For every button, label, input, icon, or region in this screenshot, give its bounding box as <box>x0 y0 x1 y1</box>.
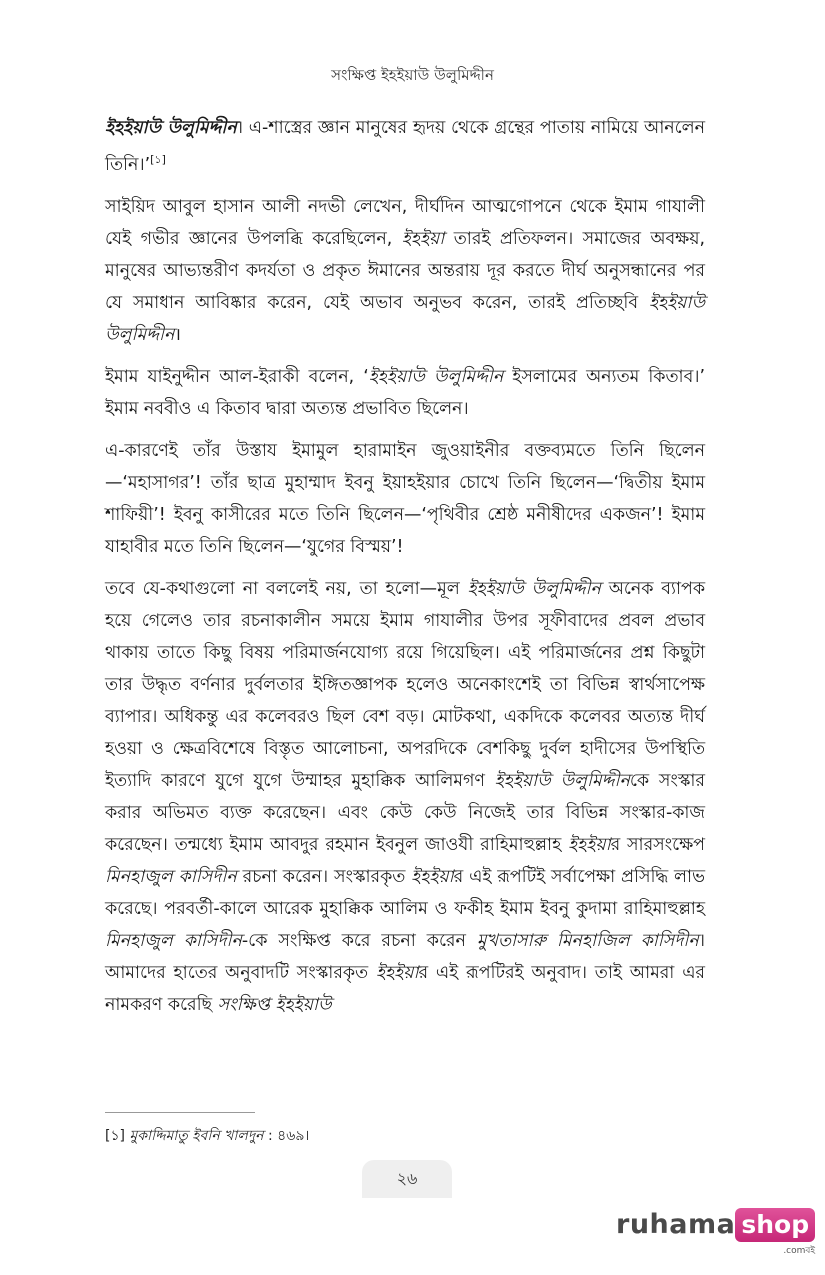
paragraph-3 <box>105 361 705 425</box>
body-text <box>105 112 705 1031</box>
page-number: ২৬ <box>362 1160 452 1198</box>
paragraph-5 <box>105 573 705 1021</box>
book-title: ইহইয়াউ উলুমিদ্দীন <box>368 366 504 387</box>
text-run: ইমাম যাইনুদ্দীন আল-ইরাকী বলেন, ‘ <box>105 366 369 387</box>
logo-right <box>735 1208 815 1258</box>
text-run: এ-কারণেই তাঁর উস্তায ইমামুল হারামাইন জুওয়াইনীর বক্তব্যমতে তিনি ছিলেন—‘মহাসাগর’! তাঁর ছাত্র মুহাম্মাদ ইবনু ইয়াহইয়ার চোখে তিনি ছিলেন—‘দ্বিতীয় ইমাম শাফিয়ী’! ইবনু কাসীরের মতে তিনি ছিলেন—‘পৃথিবীর শ্রেষ্ঠ মনীষীদের একজন’! ইমাম যাহাবীর মতে তিনি ছিলেন—‘যুগের বিস্ময়’! <box>105 440 705 557</box>
paragraph-4 <box>105 435 705 563</box>
text-run: সাইয়িদ আবুল হাসান আলী নদভী লেখেন, দীর্ঘদিন আত্মগোপনে থেকে ইমাম গাযালী যেই গভীর জ্ঞানের উপলব্ধি করেছিলেন, <box>105 196 705 249</box>
book-title: মুখতাসারু মিনহাজিল কাসিদীন <box>476 930 699 951</box>
text-run: । আমাদের হাতের অনুবাদটি সংস্কারকৃত <box>105 930 705 983</box>
book-title: ইহইয়াউ উলুমিদ্দীন <box>105 292 705 345</box>
running-title: সংক্ষিপ্ত ইহইয়াউ উলুমিদ্দীন <box>331 66 494 84</box>
book-title: ইহইয়া <box>401 228 445 249</box>
logo-text-right: shop <box>735 1208 815 1242</box>
footnote-source: মুকাদ্দিমাতু ইবনি খালদুন <box>129 1128 264 1144</box>
text-run: কে সংস্কার করার অভিমত ব্যক্ত করেছেন। এবং কেউ কেউ নিজেই তার বিভিন্ন সংস্কার-কাজ করেছেন। তন্মধ্যে ইমাম আবদুর রহমান ইবনুল জাওযী রাহিমাহুল্লাহ <box>105 770 705 855</box>
book-title: ইহইয়া <box>411 866 454 887</box>
footnote-marker: [১] <box>105 1128 126 1144</box>
text-run: রচনা করেন। সংস্কারকৃত <box>236 866 412 887</box>
text-run: -কে সংক্ষিপ্ত করে রচনা করেন <box>241 930 477 951</box>
text-run: তবে যে-কথাগুলো না বললেই নয়, তা হলো—মূল <box>105 578 468 599</box>
book-title: ইহইয়াউ উলুমিদ্দীন <box>467 578 601 599</box>
footnote-reference[interactable]: [১] <box>150 153 166 166</box>
paragraph-2 <box>105 191 705 351</box>
book-title: ইহইয়াউ উলুমিদ্দীন <box>105 118 237 138</box>
ruhamashop-logo <box>616 1208 815 1258</box>
text-run: র সারসংক্ষেপ <box>610 834 705 855</box>
text-run: তারই প্রতিফলন। সমাজের অবক্ষয়, মানুষের আভ্যন্তরীণ কদর্যতা ও প্রকৃত ঈমানের অন্তরায় দূর করতে দীর্ঘ অনুসন্ধানের পর যে সমাধান আবিষ্কার করেন, যেই অভাব অনুভব করেন, তারই প্রতিচ্ছবি <box>105 228 705 313</box>
text-run: অনেক ব্যাপক হয়ে গেলেও তার রচনাকালীন সময়ে ইমাম গাযালীর উপর সূফীবাদের প্রবল প্রভাব থাকায় তাতে কিছু বিষয় পরিমার্জনযোগ্য রয়ে গিয়েছিল। এই পরিমার্জনের প্রশ্ন কিছুটা তার উদ্ধৃত বর্ণনার দুর্বলতার ইঙ্গিতজ্ঞাপক হলেও অনেকাংশেই তা বিভিন্ন স্বার্থসাপেক্ষ ব্যাপার। অধিকন্তু এর কলেবরও ছিল বেশ বড়। মোটকথা, একদিকে কলেবর অত্যন্ত দীর্ঘ হওয়া ও ক্ষেত্রবিশেষে বিস্তৃত আলোচনা, অপরদিকে বেশকিছু দুর্বল হাদীসের উপস্থিতি ইত্যাদি কারণে যুগে যুগে উম্মাহর মুহাক্কিক আলিমগণ <box>105 578 705 791</box>
book-title: ইহইয়া <box>375 962 419 983</box>
logo-subtext: .comবই <box>783 1246 816 1256</box>
logo-text-left: ruhama <box>616 1209 736 1240</box>
book-title: মিনহাজুল কাসিদীন <box>105 866 237 887</box>
text-run: । <box>174 324 181 345</box>
book-title: মিনহাজুল কাসিদীন <box>105 930 242 951</box>
footnote-page: : ৪৬৯। <box>263 1128 310 1144</box>
footnote <box>105 1124 705 1148</box>
footnote-divider <box>105 1112 255 1113</box>
text-run: ইসলামের অন্যতম কিতাব।’ ইমাম নববীও এ কিতাব দ্বারা অত্যন্ত প্রভাবিত ছিলেন। <box>105 366 705 419</box>
text-run: র এই রূপটিই সর্বাপেক্ষা প্রসিদ্ধি লাভ করেছে। পরবর্তী-কালে আরেক মুহাক্কিক আলিম ও ফকীহ ইমাম ইবনু কুদামা রাহিমাহুল্লাহ <box>105 866 705 919</box>
paragraph-1 <box>105 112 705 181</box>
book-title: সংক্ষিপ্ত ইহইয়াউ <box>217 994 332 1015</box>
book-title: ইহইয়াউ উলুমিদ্দীন <box>494 770 630 791</box>
text-run: । এ-শাস্ত্রের জ্ঞান মানুষের হৃদয় থেকে গ্রন্থের পাতায় নামিয়ে আনলেন তিনি।’ <box>105 118 705 175</box>
text-run: র এই রূপটিরই অনুবাদ। তাই আমরা এর নামকরণ করেছি <box>105 962 705 1015</box>
book-title: ইহইয়া <box>568 834 611 855</box>
